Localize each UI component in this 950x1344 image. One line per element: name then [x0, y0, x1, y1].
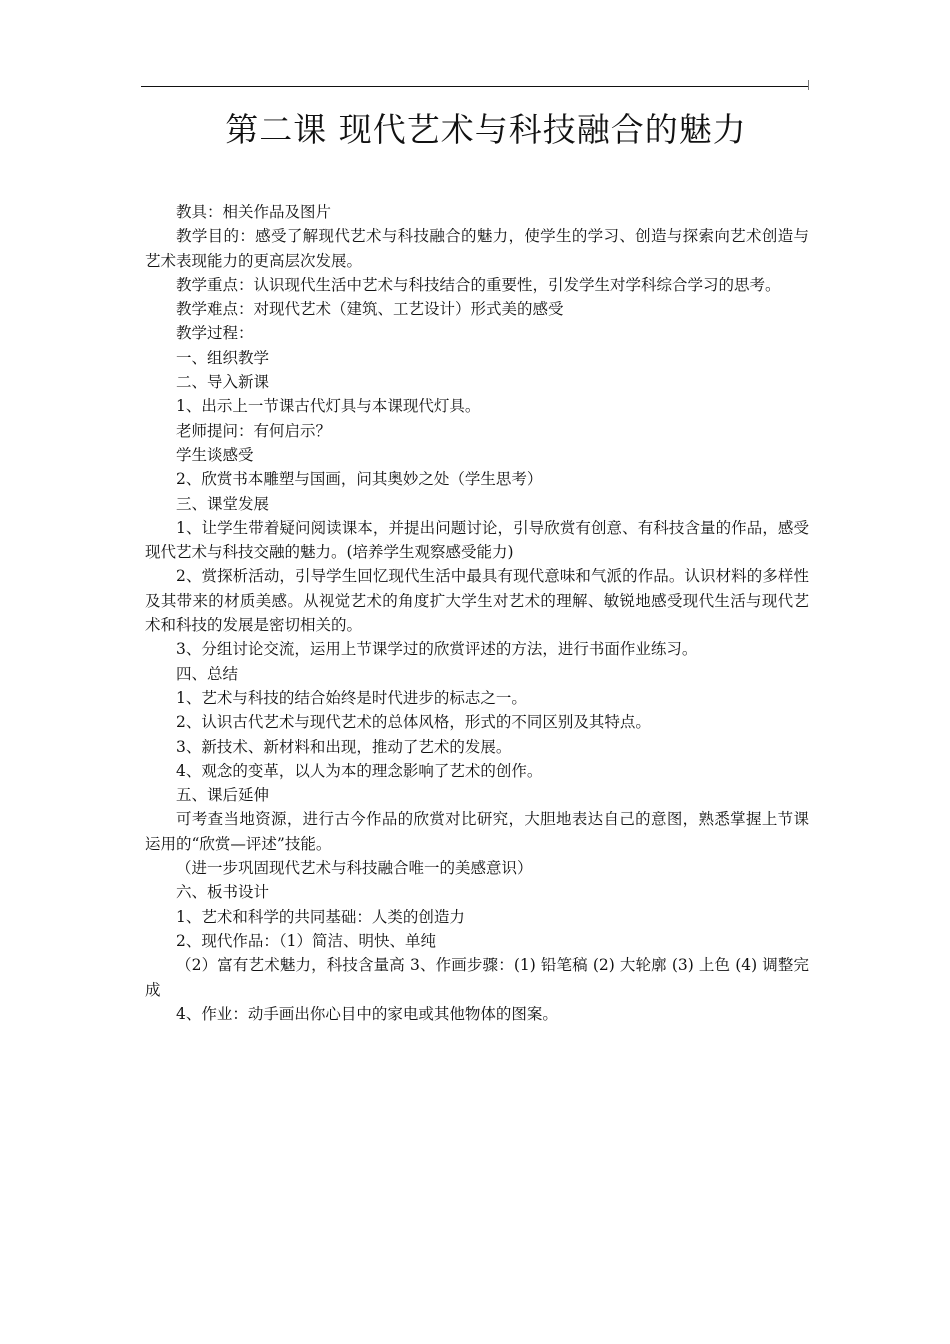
paragraph-teaching-goal: 教学目的：感受了解现代艺术与科技融合的魅力，使学生的学习、创造与探索向艺术创造与艺术表现能力的更高层次发展。 [145, 227, 809, 270]
list-item: 2、认识古代艺术与现代艺术的总体风格，形式的不同区别及其特点。 [176, 713, 651, 732]
list-item: 可考查当地资源，进行古今作品的欣赏对比研究，大胆地表达自己的意图，熟悉掌握上节课运用的“欣赏—评述”技能。 [145, 810, 809, 853]
page-title: 第二课 现代艺术与科技融合的魅力 [225, 110, 747, 149]
section-heading-1: 一、组织教学 [176, 348, 270, 367]
paragraph-key-point: 教学重点：认识现代生活中艺术与科技结合的重要性，引发学生对学科综合学习的思考。 [176, 275, 781, 294]
list-item: 4、作业：动手画出你心目中的家电或其他物体的图案。 [176, 1004, 558, 1023]
document-body [145, 200, 809, 1026]
section-heading-2: 二、导入新课 [176, 373, 270, 392]
list-item: 老师提问：有何启示？ [176, 421, 332, 440]
list-item: 2、赏探析活动，引导学生回忆现代生活中最具有现代意味和气派的作品。认识材料的多样性及其带来的材质美感。从视觉艺术的角度扩大学生对艺术的理解、敏锐地感受现代生活与现代艺术和科技的发展是密切相关的。 [145, 567, 809, 635]
list-item: 1、出示上一节课古代灯具与本课现代灯具。 [176, 397, 481, 416]
list-item: 3、新技术、新材料和出现，推动了艺术的发展。 [176, 737, 512, 756]
header-rule [141, 86, 809, 87]
section-heading-4: 四、总结 [176, 664, 239, 683]
list-item: 1、艺术和科学的共同基础：人类的创造力 [176, 907, 465, 926]
section-heading-3: 三、课堂发展 [176, 494, 270, 513]
paragraph-teaching-aids: 教具：相关作品及图片 [176, 203, 332, 221]
list-item: （2）富有艺术魅力，科技含量高 3、作画步骤：(1) 铅笔稿 (2) 大轮廓 (3) 上色 (4) 调整完成 [145, 956, 809, 999]
list-item: 3、分组讨论交流，运用上节课学过的欣赏评述的方法，进行书面作业练习。 [176, 640, 698, 659]
list-item: 1、艺术与科技的结合始终是时代进步的标志之一。 [176, 688, 527, 707]
header-rule-tick [808, 80, 809, 90]
list-item: 学生谈感受 [176, 445, 254, 464]
list-item: （进一步巩固现代艺术与科技融合唯一的美感意识） [176, 859, 533, 878]
section-heading-6: 六、板书设计 [176, 883, 270, 902]
list-item: 2、欣赏书本雕塑与国画，问其奥妙之处（学生思考） [176, 470, 543, 489]
list-item: 2、现代作品：（1）简洁、明快、单纯 [176, 931, 436, 950]
section-heading-5: 五、课后延伸 [176, 786, 270, 805]
list-item: 1、让学生带着疑问阅读课本，并提出问题讨论，引导欣赏有创意、有科技含量的作品，感受现代艺术与科技交融的魅力。(培养学生观察感受能力) [145, 518, 809, 562]
paragraph-process-heading: 教学过程： [176, 324, 254, 343]
paragraph-difficulty: 教学难点：对现代艺术（建筑、工艺设计）形式美的感受 [176, 300, 564, 319]
list-item: 4、观念的变革，以人为本的理念影响了艺术的创作。 [176, 761, 543, 780]
